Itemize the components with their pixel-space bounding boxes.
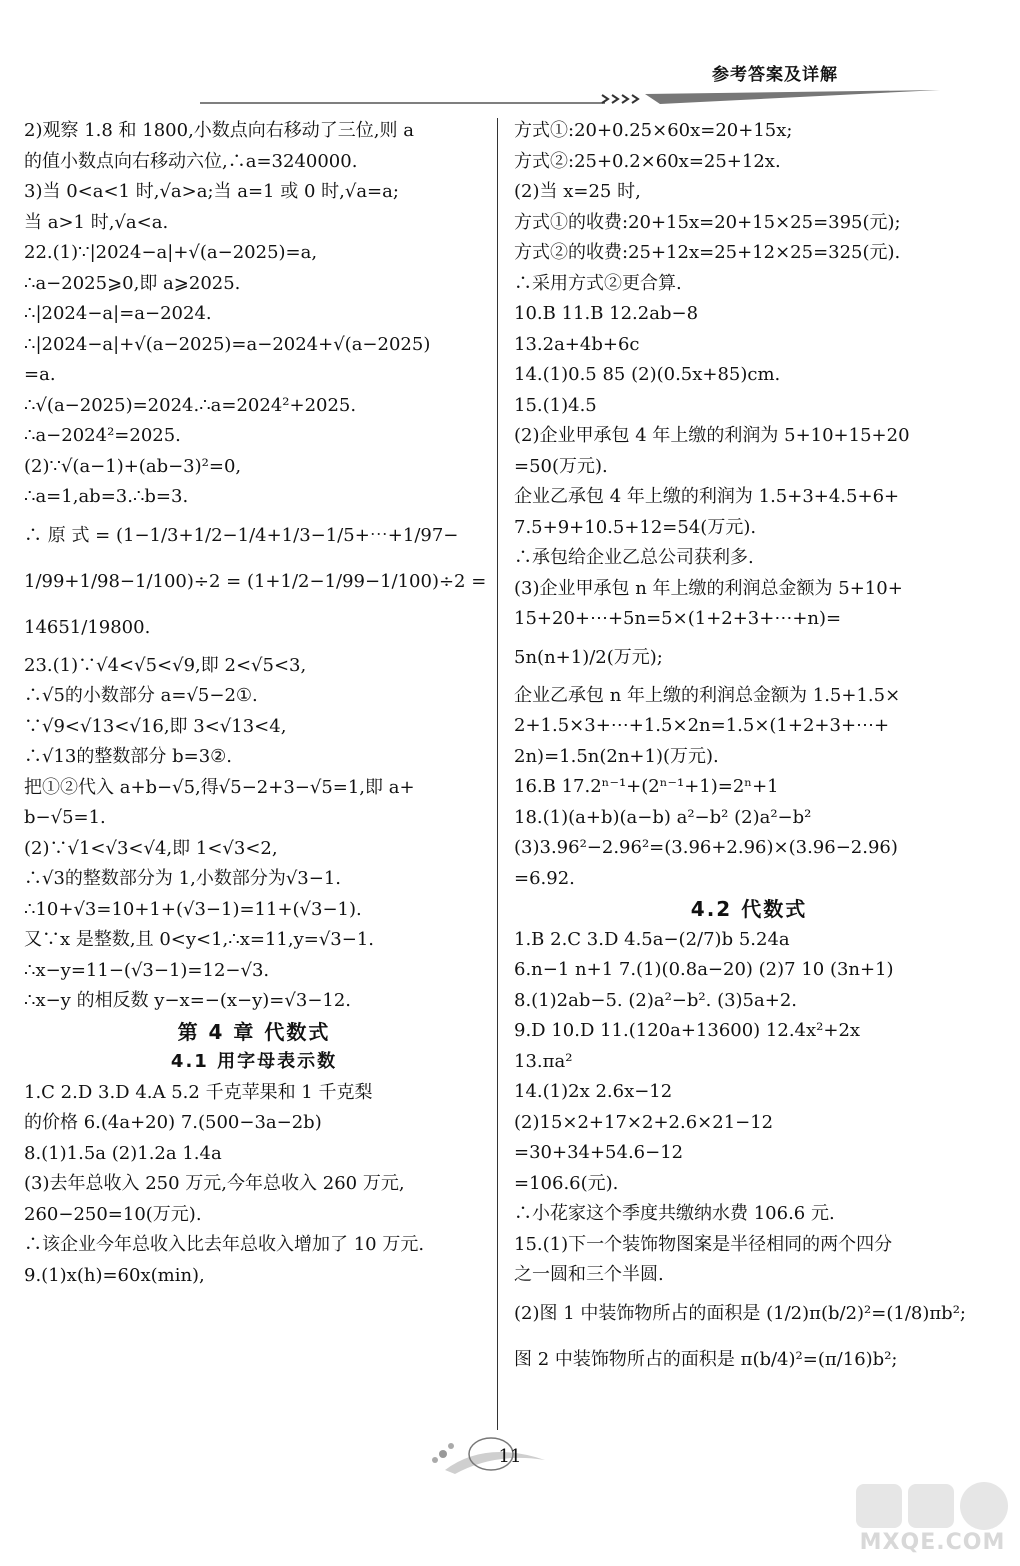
answer-line: (2)∵√1<√3<√4,即 1<√3<2, bbox=[24, 837, 278, 859]
answer-line: (3)去年总收入 250 万元,今年总收入 260 万元, bbox=[24, 1173, 405, 1194]
answer-line: 8.(1)1.5a (2)1.2a 1.4a bbox=[24, 1142, 222, 1164]
answer-line: =6.92. bbox=[514, 867, 575, 889]
header-title: 参考答案及详解 bbox=[712, 65, 838, 85]
left-column bbox=[24, 116, 487, 1291]
answer-line: 的值小数点向右移动六位,∴a=3240000. bbox=[24, 150, 358, 172]
answer-line: 2+1.5×3+⋯+1.5×2n=1.5×(1+2+3+⋯+ bbox=[514, 715, 890, 736]
answer-line: 14651/19800. bbox=[24, 616, 151, 638]
answer-line: 8.(1)2ab−5. (2)a²−b². (3)5a+2. bbox=[514, 989, 797, 1011]
answer-line: 13.2a+4b+6c bbox=[514, 333, 640, 355]
answer-line: ∴a=1,ab=3.∴b=3. bbox=[24, 486, 189, 507]
answer-line: 企业乙承包 4 年上缴的利润为 1.5+3+4.5+6+ bbox=[514, 486, 900, 507]
column-divider bbox=[497, 118, 498, 1430]
answer-line: 13.πa² bbox=[514, 1050, 573, 1072]
answer-line: 3)当 0<a<1 时,√a>a;当 a=1 或 0 时,√a=a; bbox=[24, 181, 399, 202]
answer-line: ∴小花家这个季度共缴纳水费 106.6 元. bbox=[514, 1203, 835, 1224]
answer-line: =50(万元). bbox=[514, 455, 608, 477]
answer-line: 7.5+9+10.5+12=54(万元). bbox=[514, 516, 757, 538]
answer-line: 1/99+1/98−1/100)÷2 = (1+1/2−1/99−1/100)÷2 = bbox=[24, 570, 487, 592]
answer-line: 15.(1)4.5 bbox=[514, 394, 597, 416]
answer-line: ∴x−y 的相反数 y−x=−(x−y)=√3−12. bbox=[24, 990, 352, 1011]
answer-line: (2)∵√(a−1)+(ab−3)²=0, bbox=[24, 455, 242, 477]
answer-line: 之一圆和三个半圆. bbox=[514, 1264, 664, 1285]
answer-line: 方式②:25+0.2×60x=25+12x. bbox=[514, 150, 781, 172]
header-rule bbox=[200, 90, 960, 106]
answer-line: 5n(n+1)/2(万元); bbox=[514, 646, 663, 668]
answer-line: 把①②代入 a+b−√5,得√5−2+3−√5=1,即 a+ bbox=[24, 776, 415, 798]
answer-line: 9.(1)x(h)=60x(min), bbox=[24, 1264, 205, 1286]
answer-line: 18.(1)(a+b)(a−b) a²−b² (2)a²−b² bbox=[514, 806, 812, 828]
watermark-text: MXQE.COM bbox=[859, 1530, 1006, 1555]
answer-line: ∴10+√3=10+1+(√3−1)=11+(√3−1). bbox=[24, 898, 362, 920]
chapter-title: 第 4 章 代数式 bbox=[177, 1019, 331, 1044]
answer-line: 又∵x 是整数,且 0<y<1,∴x=11,y=√3−1. bbox=[24, 929, 375, 950]
answer-line: ∴ 原 式 = (1−1/3+1/2−1/4+1/3−1/5+⋯+1/97− bbox=[24, 524, 459, 546]
answer-line: =106.6(元). bbox=[514, 1172, 619, 1194]
right-column bbox=[514, 116, 984, 1383]
answer-line: 10.B 11.B 12.2ab−8 bbox=[514, 303, 699, 324]
answer-line: ∴该企业今年总收入比去年总收入增加了 10 万元. bbox=[24, 1234, 425, 1255]
answer-line: 260−250=10(万元). bbox=[24, 1203, 202, 1225]
answer-line: 22.(1)∵|2024−a|+√(a−2025)=a, bbox=[24, 242, 318, 263]
answer-line: ∴x−y=11−(√3−1)=12−√3. bbox=[24, 959, 270, 981]
answer-line: 14.(1)0.5 85 (2)(0.5x+85)cm. bbox=[514, 364, 781, 385]
answer-line: (2)15×2+17×2+2.6×21−12 bbox=[514, 1111, 774, 1133]
answer-line: =a. bbox=[24, 364, 56, 385]
answer-line: ∴a−2024²=2025. bbox=[24, 425, 181, 446]
answer-line: 方式①:20+0.25×60x=20+15x; bbox=[514, 120, 793, 141]
answer-line: 当 a>1 时,√a<a. bbox=[24, 211, 169, 233]
answer-line: 15+20+⋯+5n=5×(1+2+3+⋯+n)= bbox=[514, 608, 842, 629]
page-number: 11 bbox=[498, 1446, 522, 1467]
answer-line: 23.(1)∵√4<√5<√9,即 2<√5<3, bbox=[24, 654, 307, 676]
answer-line: 1.C 2.D 3.D 4.A 5.2 千克苹果和 1 千克梨 bbox=[24, 1081, 373, 1103]
answer-line: 2)观察 1.8 和 1800,小数点向右移动了三位,则 a bbox=[24, 120, 414, 141]
answer-line: 15.(1)下一个装饰物图案是半径相同的两个四分 bbox=[514, 1233, 893, 1255]
answer-line: ∴采用方式②更合算. bbox=[514, 272, 682, 294]
answer-line: (2)图 1 中装饰物所占的面积是 (1/2)π(b/2)²=(1/8)πb²; bbox=[514, 1302, 966, 1324]
answer-line: ∴√(a−2025)=2024.∴a=2024²+2025. bbox=[24, 394, 357, 416]
answer-line: ∵√9<√13<√16,即 3<√13<4, bbox=[24, 715, 287, 737]
answer-line: 方式②的收费:25+12x=25+12×25=325(元). bbox=[514, 242, 901, 263]
answer-line: 图 2 中装饰物所占的面积是 π(b/4)²=(π/16)b²; bbox=[514, 1348, 898, 1370]
section-title: 4.2 代数式 bbox=[690, 897, 808, 921]
section-title: 4.1 用字母表示数 bbox=[170, 1051, 338, 1072]
answer-line: 企业乙承包 n 年上缴的利润总金额为 1.5+1.5× bbox=[514, 684, 901, 706]
answer-line: (2)当 x=25 时, bbox=[514, 181, 641, 202]
answer-line: ∴√3的整数部分为 1,小数部分为√3−1. bbox=[24, 868, 341, 889]
answer-line: (2)企业甲承包 4 年上缴的利润为 5+10+15+20 bbox=[514, 425, 910, 446]
answer-line: ∴承包给企业乙总公司获利多. bbox=[514, 547, 754, 568]
answer-line: ∴|2024−a|+√(a−2025)=a−2024+√(a−2025) bbox=[24, 333, 431, 355]
answer-line: ∴√13的整数部分 b=3②. bbox=[24, 746, 233, 767]
answer-line: ∴|2024−a|=a−2024. bbox=[24, 303, 212, 324]
answer-line: b−√5=1. bbox=[24, 807, 106, 828]
answer-line: 1.B 2.C 3.D 4.5a−(2/7)b 5.24a bbox=[514, 928, 790, 950]
answer-line: 2n)=1.5n(2n+1)(万元). bbox=[514, 745, 719, 767]
answer-line: 14.(1)2x 2.6x−12 bbox=[514, 1081, 673, 1102]
answer-line: ∴a−2025⩾0,即 a⩾2025. bbox=[24, 272, 241, 294]
answer-line: 的价格 6.(4a+20) 7.(500−3a−2b) bbox=[24, 1112, 322, 1133]
answer-line: =30+34+54.6−12 bbox=[514, 1142, 684, 1163]
answer-line: (3)企业甲承包 n 年上缴的利润总金额为 5+10+ bbox=[514, 577, 903, 599]
answer-line: 9.D 10.D 11.(120a+13600) 12.4x²+2x bbox=[514, 1020, 861, 1041]
answer-line: 6.n−1 n+1 7.(1)(0.8a−20) (2)7 10 (3n+1) bbox=[514, 959, 894, 980]
answer-line: ∴√5的小数部分 a=√5−2①. bbox=[24, 685, 258, 706]
answer-line: 方式①的收费:20+15x=20+15×25=395(元); bbox=[514, 211, 901, 233]
answer-line: 16.B 17.2ⁿ⁻¹+(2ⁿ⁻¹+1)=2ⁿ+1 bbox=[514, 776, 779, 797]
answer-line: (3)3.96²−2.96²=(3.96+2.96)×(3.96−2.96) bbox=[514, 837, 898, 858]
